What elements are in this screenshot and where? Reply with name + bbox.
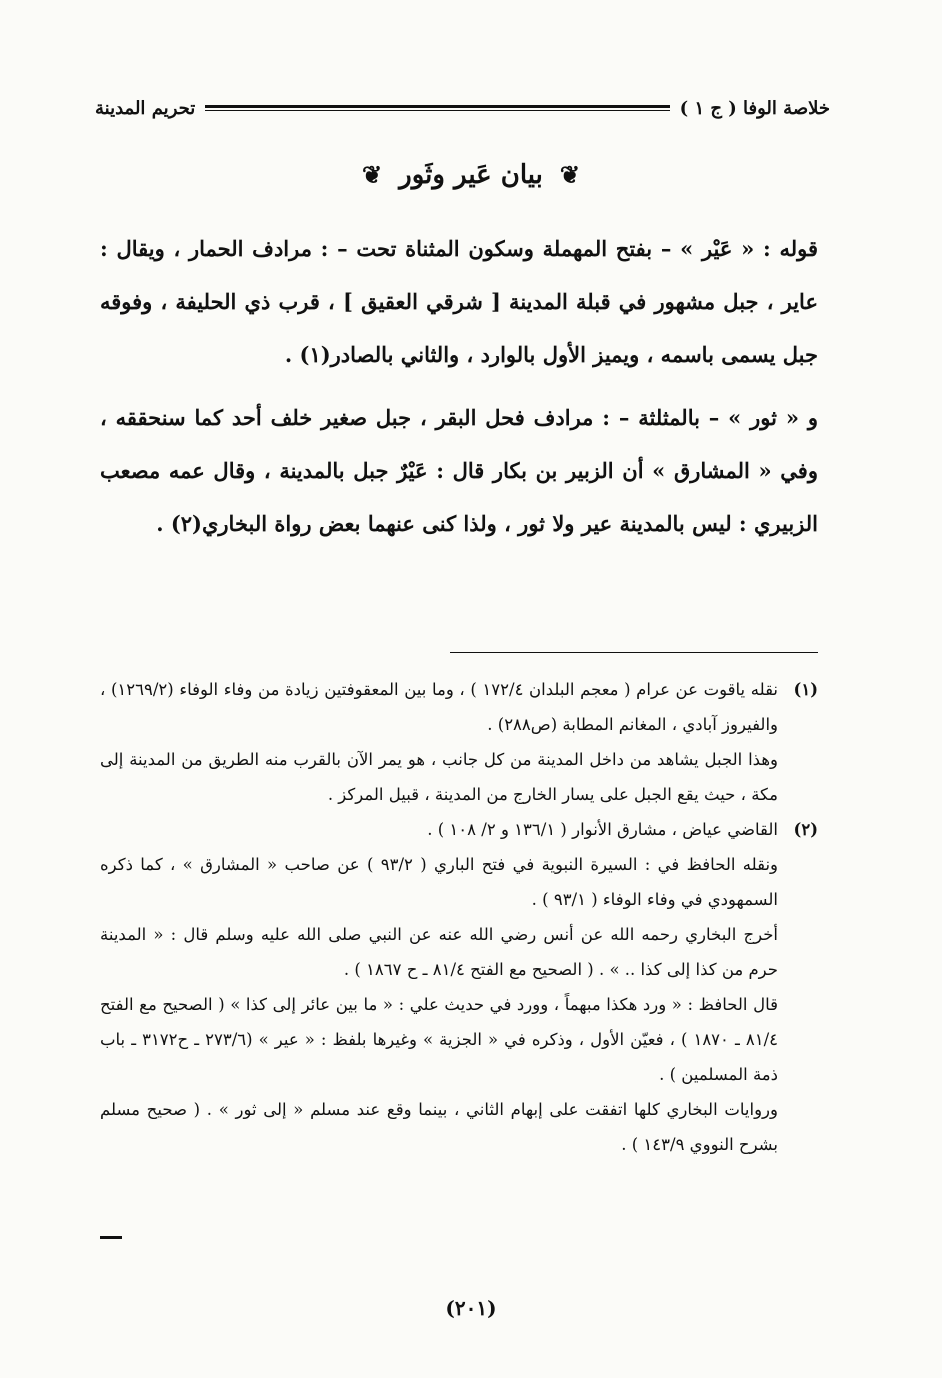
footnote-text: القاضي عياض ، مشارق الأنوار ( ١٣٦/١ و ٢/ ١٠٨ ) . bbox=[427, 820, 778, 839]
footnote-number: (٢) bbox=[793, 820, 818, 839]
footnote-text: نقله ياقوت عن عرام ( معجم البلدان ١٧٢/٤ ) ، وما بين المعقوفتين زيادة من وفاء الوفاء (١٢٦٩/٢) ، والفيروز آبادي ، المغانم المطابة (ص٢٨٨) . bbox=[100, 680, 779, 734]
footnotes bbox=[100, 672, 818, 1162]
header-chapter-title: تحريم المدينة bbox=[95, 97, 196, 119]
section-heading bbox=[0, 160, 942, 190]
continuation-mark bbox=[100, 1236, 122, 1239]
footnote bbox=[100, 812, 818, 1162]
footnote-text: وروايات البخاري كلها اتفقت على إبهام الثاني ، بينما وقع عند مسلم « إلى ثور » . ( صحيح مسلم بشرح النووي ١٤٣/٩ ) . bbox=[100, 1100, 778, 1154]
section-title: بيان عَير وثَور bbox=[399, 160, 543, 190]
footnote-text: ونقله الحافظ في : السيرة النبوية في فتح الباري ( ٩٣/٢ ) عن صاحب « المشارق » ، كما ذكره السمهودي في وفاء الوفاء ( ٩٣/١ ) . bbox=[100, 855, 779, 909]
body-paragraph: و « ثور » – بالمثلثة – : مرادف فحل البقر ، جبل صغير خلف أحد كما سنحققه ، وفي « المشارق » أن الزبير بن بكار قال : عَيْرٌ جبل بالمدينة ، وقال عمه مصعب الزبيري : ليس بالمدينة عير ولا ثور ، ولذا كنى عنهما بعض رواة البخاري(٢) . bbox=[100, 405, 818, 536]
footnote-text: أخرج البخاري رحمه الله عن أنس رضي الله عنه عن النبي صلى الله عليه وسلم قال : « المدينة حرم من كذا إلى كذا .. » . ( الصحيح مع الفتح ٨١/٤ ـ ح ١٨٦٧ ) . bbox=[100, 925, 778, 979]
footnote-text: قال الحافظ : « ورد هكذا مبهماً ، وورد في حديث علي : « ما بين عائر إلى كذا » ( الصحيح مع الفتح ٨١/٤ ـ ١٨٧٠ ) ، فعيّن الأول ، وذكره في « الجزية » وغيرها بلفظ : « عير » (٢٧٣/٦ ـ ح٣١٧٢ ـ باب ذمة المسلمين ) . bbox=[100, 995, 778, 1084]
footnote bbox=[100, 672, 818, 812]
running-header bbox=[95, 92, 830, 124]
footnote-text: وهذا الجبل يشاهد من داخل المدينة من كل جانب ، هو يمر الآن بالقرب منه الطريق من المدينة إلى مكة ، حيث يقع الجبل على يسار الخارج من المدينة ، قبيل المركز . bbox=[100, 750, 778, 804]
ornament-icon: ❦ bbox=[361, 160, 383, 189]
footnote-number: (١) bbox=[793, 680, 818, 699]
header-rule bbox=[205, 105, 669, 111]
ornament-icon: ❦ bbox=[559, 160, 581, 189]
body-paragraph: قوله : « عَيْر » – بفتح المهملة وسكون المثناة تحت – : مرادف الحمار ، ويقال : عاير ، جبل مشهور في قبلة المدينة [ شرقي العقيق ] ، قرب ذي الحليفة ، وفوقه جبل يسمى باسمه ، ويميز الأول بالوارد ، والثاني بالصادر(١) . bbox=[100, 236, 818, 367]
page-number: (٢٠١) bbox=[445, 1296, 497, 1320]
main-text bbox=[100, 222, 818, 550]
footnote-separator bbox=[450, 652, 818, 653]
header-book-title: خلاصة الوفا ( ج ١ ) bbox=[679, 97, 830, 119]
